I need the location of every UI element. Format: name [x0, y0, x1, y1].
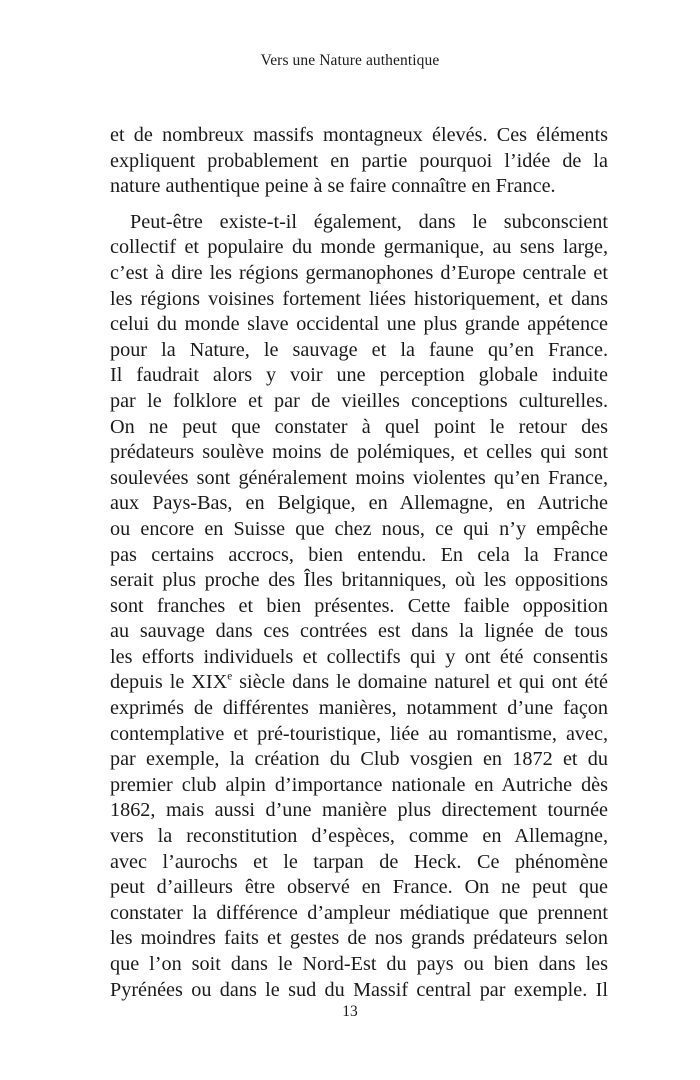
text-line-with-superscript — [110, 670, 608, 696]
text-line: peut d’ailleurs être observé en France. On ne peut que — [110, 876, 608, 899]
text-line: Il faudrait alors y voir une perception globale induite — [110, 364, 608, 387]
text-line: vers la reconstitution d’espèces, comme en Allemagne, — [110, 825, 608, 848]
text-line: sont franches et bien présentes. Cette faible opposition — [110, 594, 608, 617]
text-line: premier club alpin d’importance nationale en Autriche dès — [110, 773, 608, 796]
text-line: avec l’aurochs et le tarpan de Heck. Ce phénomène — [110, 850, 608, 873]
text-line: prédateurs soulève moins de polémiques, et celles qui sont — [110, 441, 608, 464]
text-line: par exemple, la création du Club vosgien en 1872 et du — [110, 748, 608, 771]
text-line: serait plus proche des Îles britanniques, où les oppositions — [110, 569, 608, 592]
text-line: collectif et populaire du monde germanique, au sens large, — [110, 236, 608, 259]
paragraph — [110, 210, 608, 1003]
text-line: Peut-être existe-t-il également, dans le subconscient — [130, 210, 608, 233]
text-line: constater la différence d’ampleur médiatique que prennent — [110, 901, 608, 924]
text-line: c’est à dire les régions germanophones d’Europe centrale et — [110, 261, 608, 284]
paragraph-continued — [110, 123, 608, 200]
running-head: Vers une Nature authentique — [260, 52, 440, 69]
text-line: que l’on soit dans le Nord-Est du pays ou bien dans les — [110, 953, 608, 975]
text-line: ou encore en Suisse que chez nous, ce qui n’y empêche — [110, 517, 608, 540]
text-line: nature authentique peine à se faire connaître en France. — [110, 175, 556, 198]
text-line: aux Pays-Bas, en Belgique, en Allemagne, en Autriche — [110, 492, 608, 515]
text-line: les régions voisines fortement liées historiquement, et dans — [110, 287, 608, 310]
text-line: On ne peut que constater à quel point le retour des — [110, 415, 608, 438]
text-line: pas certains accrocs, bien entendu. En cela la France — [110, 543, 608, 566]
body-text — [110, 123, 608, 1003]
century-superscript: e — [227, 671, 233, 684]
text-line: Pyrénées ou dans le sud du Massif central par exemple. Il — [110, 978, 608, 1001]
text-line: expliquent probablement en partie pourquoi l’idée de la — [110, 149, 608, 172]
text-fragment: depuis le XIX — [110, 671, 228, 694]
text-fragment: siècle dans le domaine naturel et qui ont été — [232, 671, 609, 694]
text-line: au sauvage dans ces contrées est dans la lignée de tous — [110, 620, 608, 643]
text-line: contemplative et pré-touristique, liée au romantisme, avec, — [110, 722, 608, 745]
text-line: par le folklore et par de vieilles conceptions culturelles. — [110, 389, 608, 412]
page-number: 13 — [342, 1003, 358, 1020]
text-line: les moindres faits et gestes de nos grands prédateurs selon — [110, 927, 608, 950]
text-line: les efforts individuels et collectifs qui y ont été consentis — [110, 645, 608, 668]
text-line: exprimés de différentes manières, notamment d’une façon — [110, 697, 608, 720]
text-line: pour la Nature, le sauvage et la faune qu’en France. — [110, 338, 608, 361]
text-line: 1862, mais aussi d’une manière plus directement tournée — [110, 799, 608, 822]
text-line: celui du monde slave occidental une plus grande appétence — [110, 313, 608, 336]
text-line: soulevées sont généralement moins violentes qu’en France, — [110, 466, 608, 489]
text-line: et de nombreux massifs montagneux élevés. Ces éléments — [110, 124, 608, 146]
